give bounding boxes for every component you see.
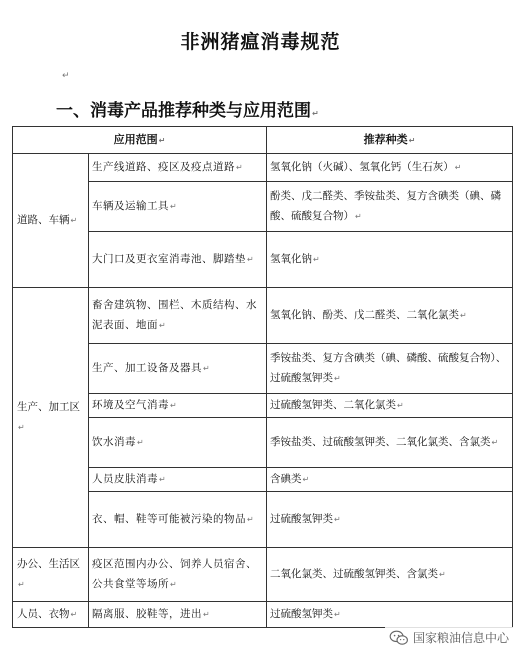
products-cell: 过硫酸氢钾类↵ bbox=[267, 602, 513, 628]
group-label: 生产、加工区↵ bbox=[13, 288, 89, 548]
scope-cell: 衣、帽、鞋等可能被污染的物品↵ bbox=[89, 492, 267, 548]
paragraph-mark: ↵ bbox=[62, 71, 70, 81]
document-title: 非洲猪瘟消毒规范 bbox=[180, 31, 341, 53]
products-cell: 氢氧化钠（火碱）、氢氧化钙（生石灰）↵ bbox=[267, 154, 513, 182]
scope-cell: 人员皮肤消毒↵ bbox=[89, 468, 267, 492]
scope-cell: 隔离服、胶鞋等，进出↵ bbox=[89, 602, 267, 628]
group-label: 办公、生活区↵ bbox=[13, 548, 89, 602]
products-cell: 过硫酸氢钾类、二氧化氯类↵ bbox=[267, 394, 513, 418]
section-heading: 一、消毒产品推荐种类与应用范围↵ bbox=[56, 101, 319, 121]
group-label: 道路、车辆↵ bbox=[13, 154, 89, 288]
scope-cell: 生产线道路、疫区及疫点道路↵ bbox=[89, 154, 267, 182]
table-row bbox=[13, 548, 513, 602]
products-cell: 过硫酸氢钾类↵ bbox=[267, 492, 513, 548]
wechat-icon bbox=[389, 630, 409, 646]
products-cell: 季铵盐类、过硫酸氢钾类、二氧化氯类、含氯类↵ bbox=[267, 418, 513, 468]
scope-cell: 环境及空气消毒↵ bbox=[89, 394, 267, 418]
disinfection-table bbox=[12, 126, 513, 628]
products-cell: 含碘类↵ bbox=[267, 468, 513, 492]
table-row bbox=[13, 288, 513, 344]
table-row bbox=[13, 602, 513, 628]
scope-cell: 生产、加工设备及器具↵ bbox=[89, 344, 267, 394]
products-cell: 季铵盐类、复方含碘类（碘、磷酸、硫酸复合物）、过硫酸氢钾类↵ bbox=[267, 344, 513, 394]
watermark-text: 国家粮油信息中心 bbox=[412, 631, 509, 645]
header-scope: 应用范围↵ bbox=[13, 127, 267, 154]
header-products: 推荐种类↵ bbox=[267, 127, 513, 154]
scope-cell: 饮水消毒↵ bbox=[89, 418, 267, 468]
group-label: 人员、衣物↵ bbox=[13, 602, 89, 628]
table-row bbox=[13, 154, 513, 182]
products-cell: 酚类、戊二醛类、季铵盐类、复方含碘类（碘、磷酸、硫酸复合物）↵ bbox=[267, 182, 513, 232]
watermark bbox=[385, 627, 513, 648]
products-cell: 氢氧化钠↵ bbox=[267, 232, 513, 288]
scope-cell: 畜舍建筑物、围栏、木质结构、水泥表面、地面↵ bbox=[89, 288, 267, 344]
scope-cell: 车辆及运输工具↵ bbox=[89, 182, 267, 232]
products-cell: 二氧化氯类、过硫酸氢钾类、含氯类↵ bbox=[267, 548, 513, 602]
table-header-row bbox=[13, 127, 513, 154]
scope-cell: 大门口及更衣室消毒池、脚踏垫↵ bbox=[89, 232, 267, 288]
products-cell: 氢氧化钠、酚类、戊二醛类、二氧化氯类↵ bbox=[267, 288, 513, 344]
scope-cell: 疫区范围内办公、饲养人员宿舍、公共食堂等场所↵ bbox=[89, 548, 267, 602]
